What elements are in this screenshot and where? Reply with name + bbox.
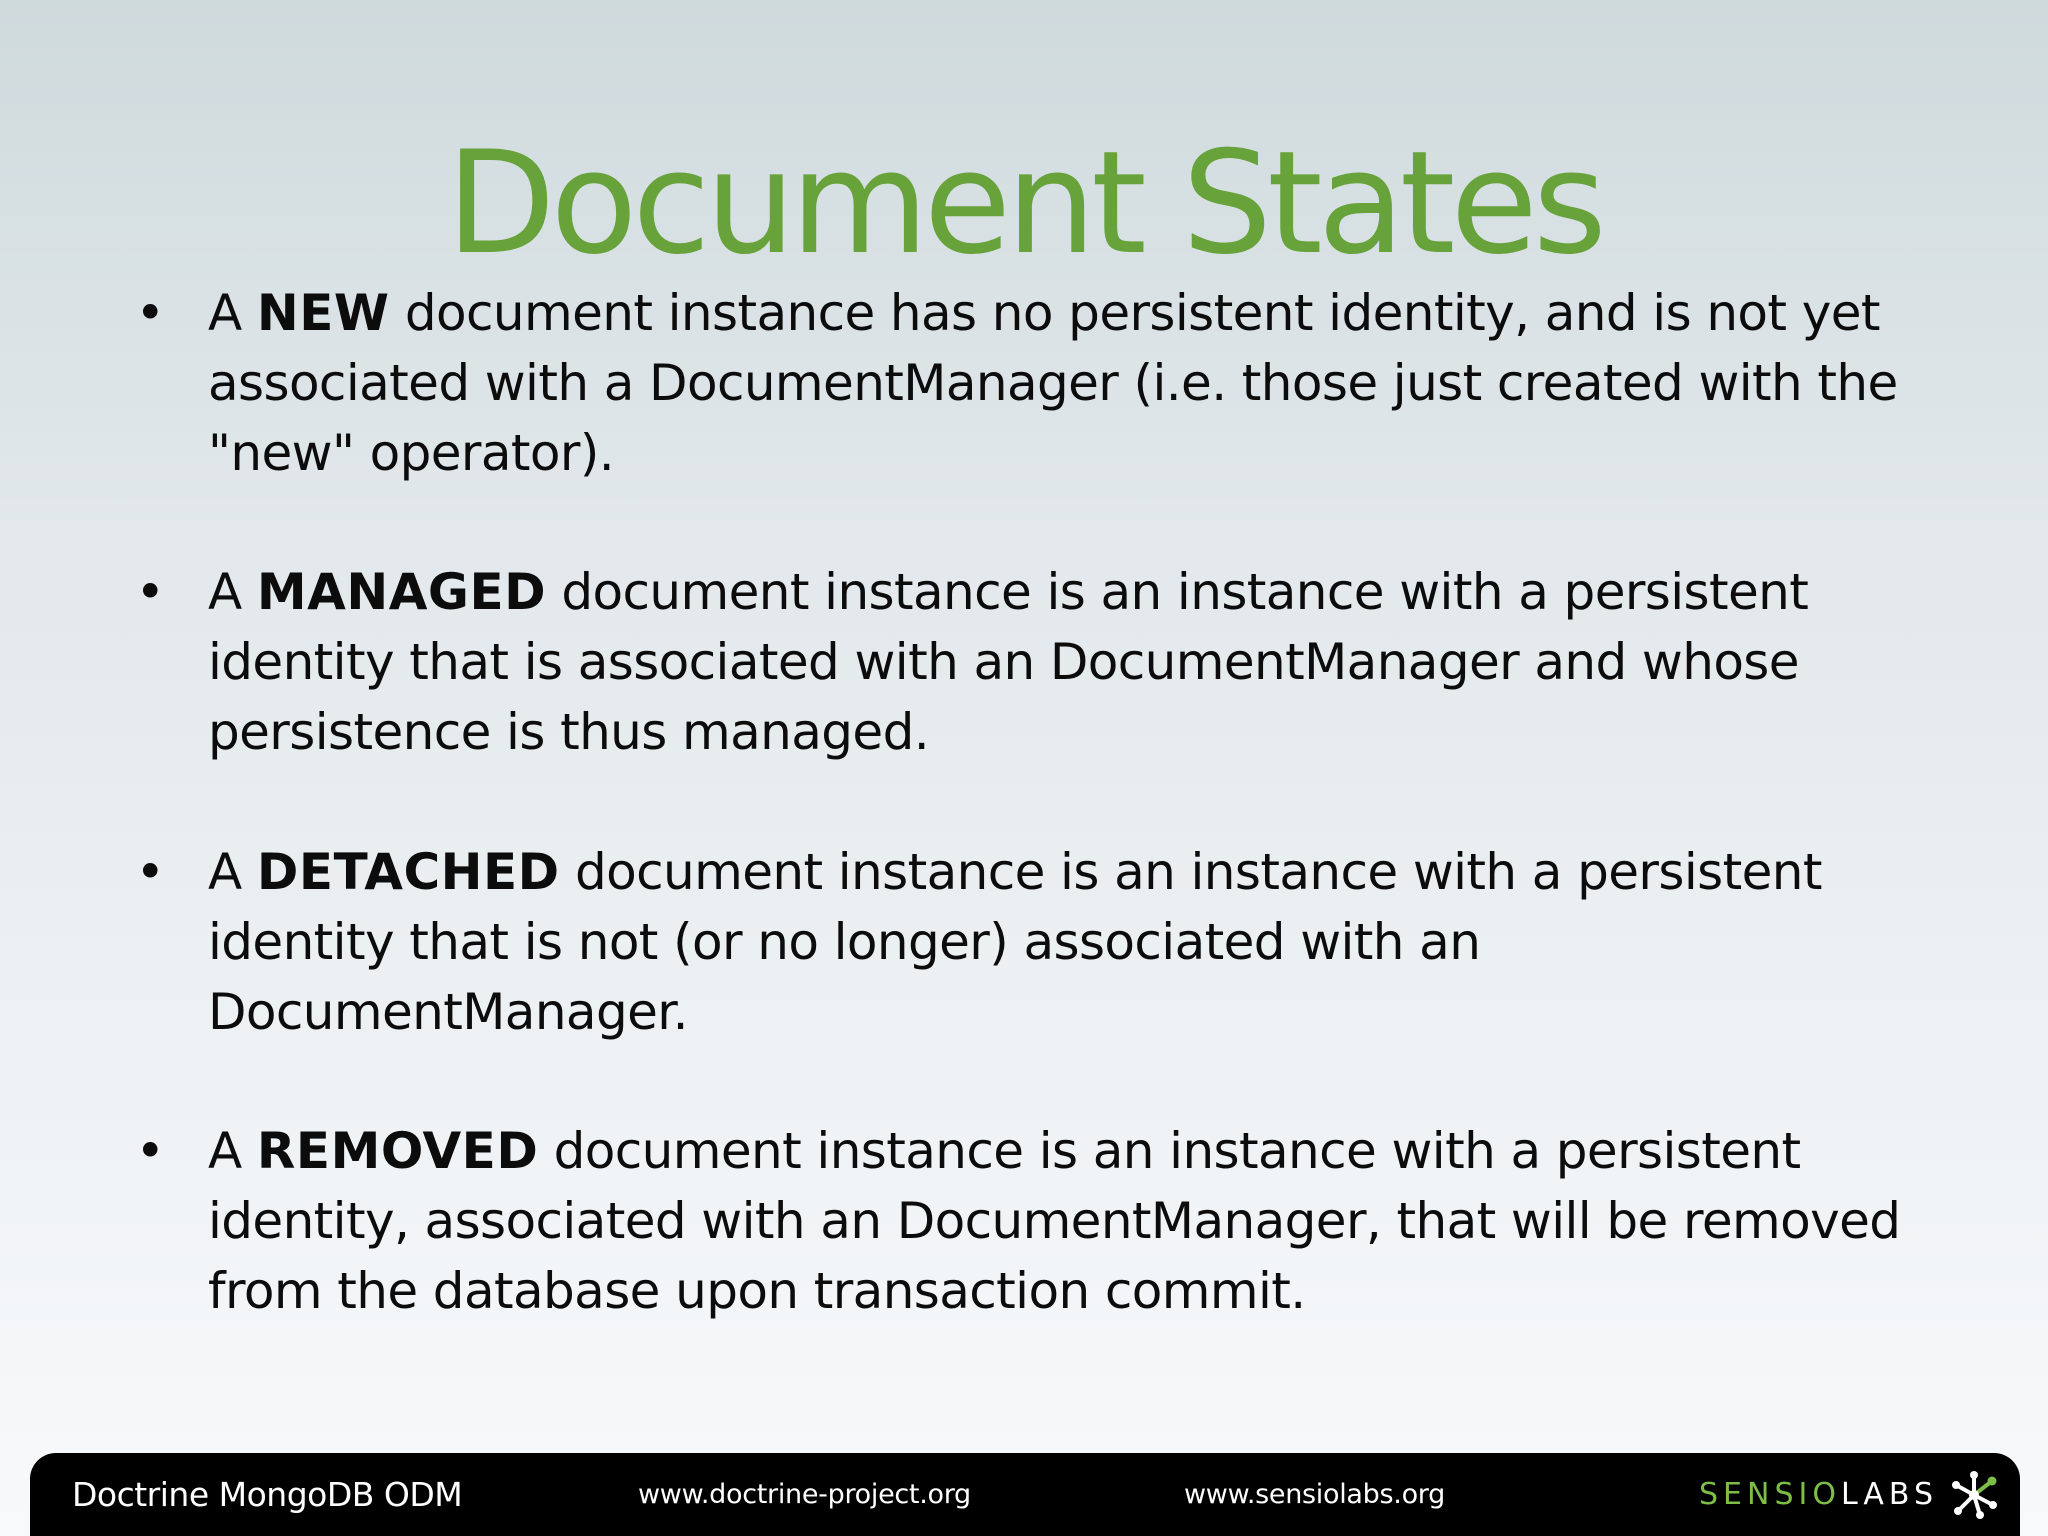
bullet-prefix: A <box>208 563 257 621</box>
bullet-prefix: A <box>208 284 257 342</box>
sensiolabs-logo <box>1699 1453 2002 1536</box>
bullet-icon: • <box>135 1122 165 1180</box>
bullet-keyword: REMOVED <box>256 1122 539 1180</box>
bullet-keyword: MANAGED <box>256 563 547 621</box>
footer-product-name: Doctrine MongoDB ODM <box>72 1475 463 1514</box>
logo-text-labs: LABS <box>1840 1477 1938 1512</box>
sensiolabs-asterisk-icon <box>1946 1467 2002 1523</box>
bullet-text: document instance has no persistent identity, and is not yet associated with a DocumentManager (i.e. those just created with the "new" operator). <box>208 284 1898 482</box>
bullet-icon: • <box>135 843 165 901</box>
bullet-prefix: A <box>208 1122 257 1180</box>
bullet-keyword: NEW <box>256 284 390 342</box>
slide-title: Document States <box>446 121 1602 287</box>
bullet-keyword: DETACHED <box>256 843 560 901</box>
bullet-text: document instance is an instance with a persistent identity, associated with an DocumentManager, that will be removed from the database upon transaction commit. <box>208 1122 1901 1320</box>
footer-sensiolabs-url: www.sensiolabs.org <box>1184 1479 1445 1510</box>
footer-bar <box>30 1453 2020 1536</box>
bullet-text: document instance is an instance with a persistent identity that is not (or no longer) associated with an DocumentManager. <box>208 843 1822 1041</box>
footer-doctrine-url: www.doctrine-project.org <box>638 1479 971 1510</box>
bullet-icon: • <box>135 284 165 342</box>
bullet-item-new <box>135 278 1908 488</box>
bullet-text: document instance is an instance with a persistent identity that is associated with an DocumentManager and whose persistence is thus managed. <box>208 563 1809 761</box>
bullet-prefix: A <box>208 843 257 901</box>
bullet-item-removed <box>135 1116 1908 1326</box>
bullet-item-managed <box>135 557 1908 767</box>
bullet-icon: • <box>135 563 165 621</box>
logo-text-sensio: SENSIO <box>1699 1477 1841 1512</box>
bullet-item-detached <box>135 837 1908 1047</box>
